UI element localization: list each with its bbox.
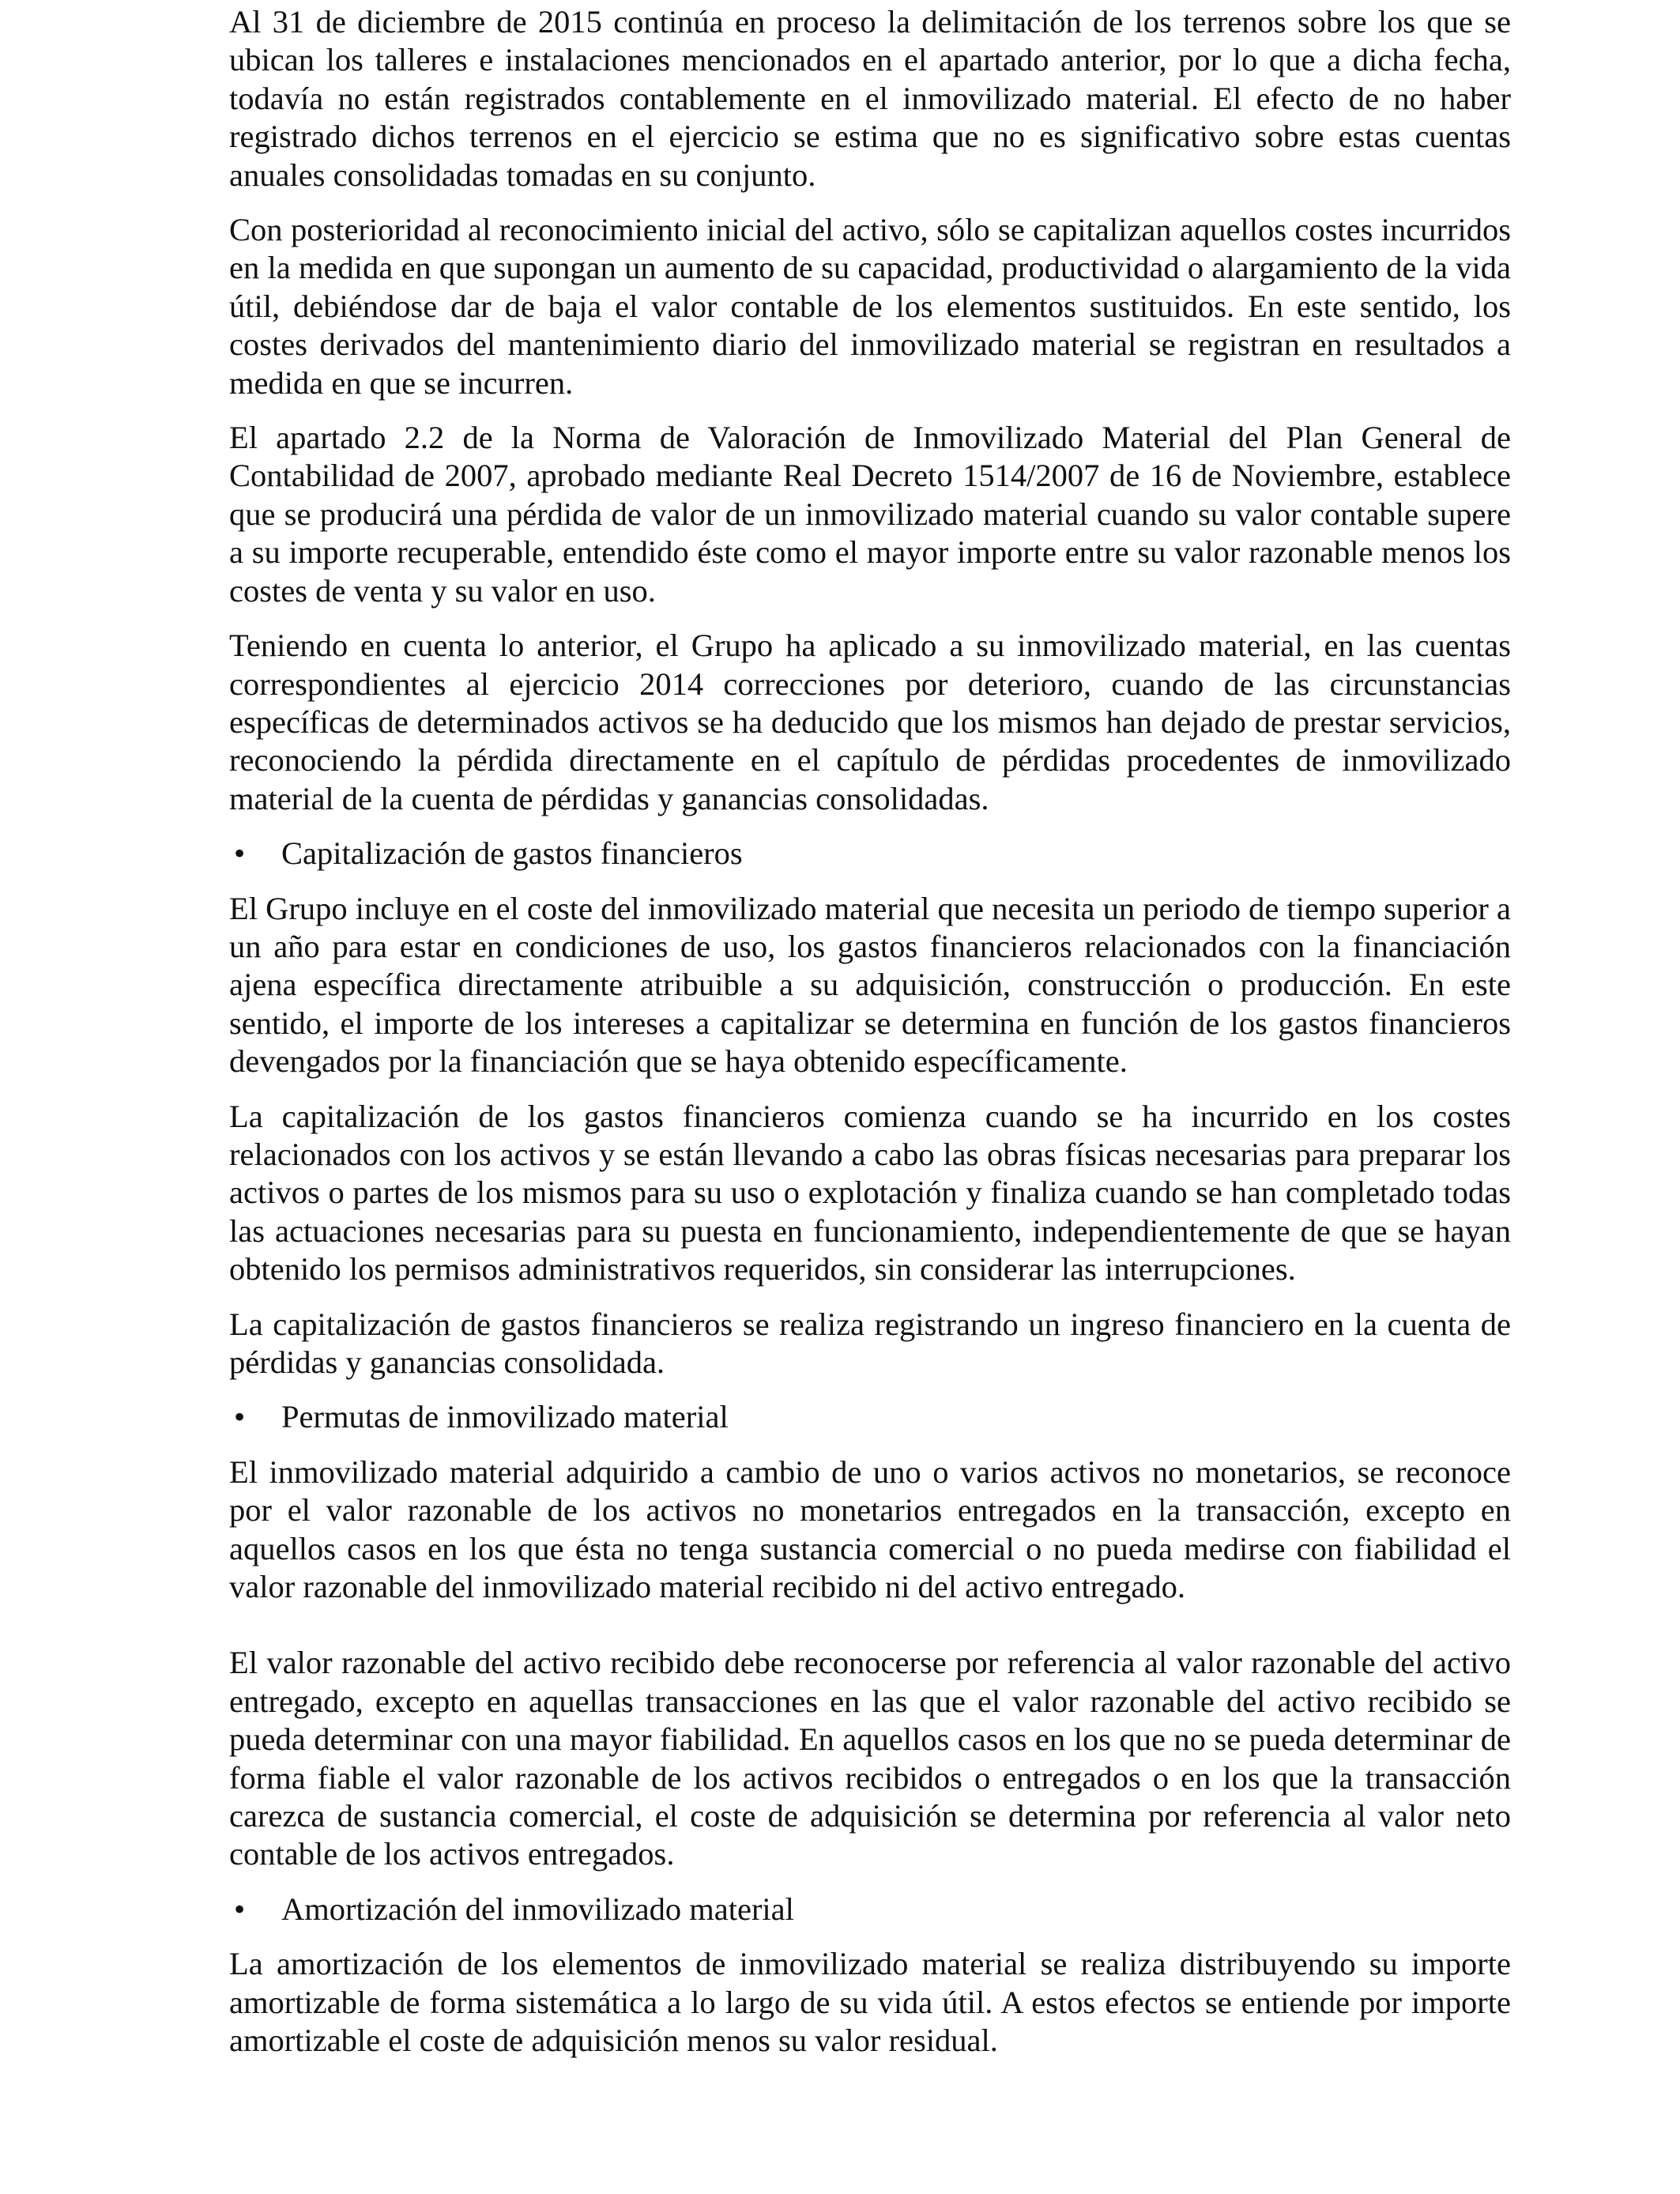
bullet-label: Amortización del inmovilizado material — [281, 1891, 794, 1927]
paragraph-costes-posteriores: Con posterioridad al reconocimiento inicial del activo, sólo se capitalizan aquellos costes incurridos en la medida en que supongan un aumento de su capacidad, productividad o alargamiento de la vida útil, debiéndose dar de baja el valor contable de los elementos sustituidos. En este sentido, los costes derivados del mantenimiento diario del inmovilizado material se registran en resultados a medida en que se incurren. — [229, 212, 1511, 401]
paragraph-norma-valoracion: El apartado 2.2 de la Norma de Valoración de Inmovilizado Material del Plan General de Contabilidad de 2007, aprobado mediante Real Decreto 1514/2007 de 16 de Noviembre, establece que se producirá una pérdida de valor de un inmovilizado material cuando su valor contable supere a su importe recuperable, entendido éste como el mayor importe entre su valor razonable menos los costes de venta y su valor en uso. — [229, 420, 1511, 609]
bullet-capitalizacion-gastos — [229, 835, 1511, 873]
paragraph-amortizacion: La amortización de los elementos de inmovilizado material se realiza distribuyendo su importe amortizable de forma sistemática a lo largo de su vida útil. A estos efectos se entiende por importe amortizable el coste de adquisición menos su valor residual. — [229, 1946, 1511, 2059]
paragraph-inicio-capitalizacion: La capitalización de los gastos financieros comienza cuando se ha incurrido en los costes relacionados con los activos y se están llevando a cabo las obras físicas necesarias para preparar los activos o partes de los mismos para su uso o explotación y finaliza cuando se han completado todas las actuaciones necesarias para su puesta en funcionamiento, independientemente de que se hayan obtenido los permisos administrativos requeridos, sin considerar las interrupciones. — [229, 1098, 1511, 1287]
paragraph-valor-razonable: El valor razonable del activo recibido debe reconocerse por referencia al valor razonable del activo entregado, excepto en aquellas transacciones en las que el valor razonable del activo recibido se pueda determinar con una mayor fiabilidad. En aquellos casos en los que no se pueda determinar de forma fiable el valor razonable de los activos recibidos o entregados o en los que la transacción carezca de sustancia comercial, el coste de adquisición se determina por referencia al valor neto contable de los activos entregados. — [229, 1645, 1511, 1872]
bullet-dot-icon: • — [234, 1399, 246, 1435]
paragraph-terrenos: Al 31 de diciembre de 2015 continúa en proceso la delimitación de los terrenos sobre los que se ubican los talleres e instalaciones mencionados en el apartado anterior, por lo que a dicha fecha, todavía no están registrados contablemente en el inmovilizado material. El efecto de no haber registrado dichos terrenos en el ejercicio se estima que no es significativo sobre estas cuentas anuales consolidadas tomadas en su conjunto. — [229, 4, 1511, 193]
bullet-permutas — [229, 1398, 1511, 1436]
bullet-dot-icon: • — [234, 1891, 246, 1927]
paragraph-deterioro: Teniendo en cuenta lo anterior, el Grupo ha aplicado a su inmovilizado material, en las cuentas correspondientes al ejercicio 2014 correcciones por deterioro, cuando de las circunstancias específicas de determinados activos se ha deducido que los mismos han dejado de prestar servicios, reconociendo la pérdida directamente en el capítulo de pérdidas procedentes de inmovilizado material de la cuenta de pérdidas y ganancias consolidadas. — [229, 628, 1511, 816]
bullet-dot-icon: • — [234, 835, 246, 872]
paragraph-permutas-reconocimiento: El inmovilizado material adquirido a cambio de uno o varios activos no monetarios, se reconoce por el valor razonable de los activos no monetarios entregados en la transacción, excepto en aquellos casos en los que ésta no tenga sustancia comercial o no pueda medirse con fiabilidad el valor razonable del inmovilizado material recibido ni del activo entregado. — [229, 1453, 1511, 1605]
bullet-label: Capitalización de gastos financieros — [281, 835, 743, 872]
paragraph-registro-ingreso: La capitalización de gastos financieros se realiza registrando un ingreso financiero en la cuenta de pérdidas y ganancias consolidada. — [229, 1306, 1511, 1380]
paragraph-gastos-financieros: El Grupo incluye en el coste del inmovilizado material que necesita un periodo de tiempo superior a un año para estar en condiciones de uso, los gastos financieros relacionados con la financiación ajena específica directamente atribuible a su adquisición, construcción o producción. En este sentido, el importe de los intereses a capitalizar se determina en función de los gastos financieros devengados por la financiación que se haya obtenido específicamente. — [229, 890, 1511, 1080]
bullet-amortizacion — [229, 1891, 1511, 1928]
bullet-label: Permutas de inmovilizado material — [281, 1399, 729, 1435]
document-page — [229, 3, 1511, 2077]
